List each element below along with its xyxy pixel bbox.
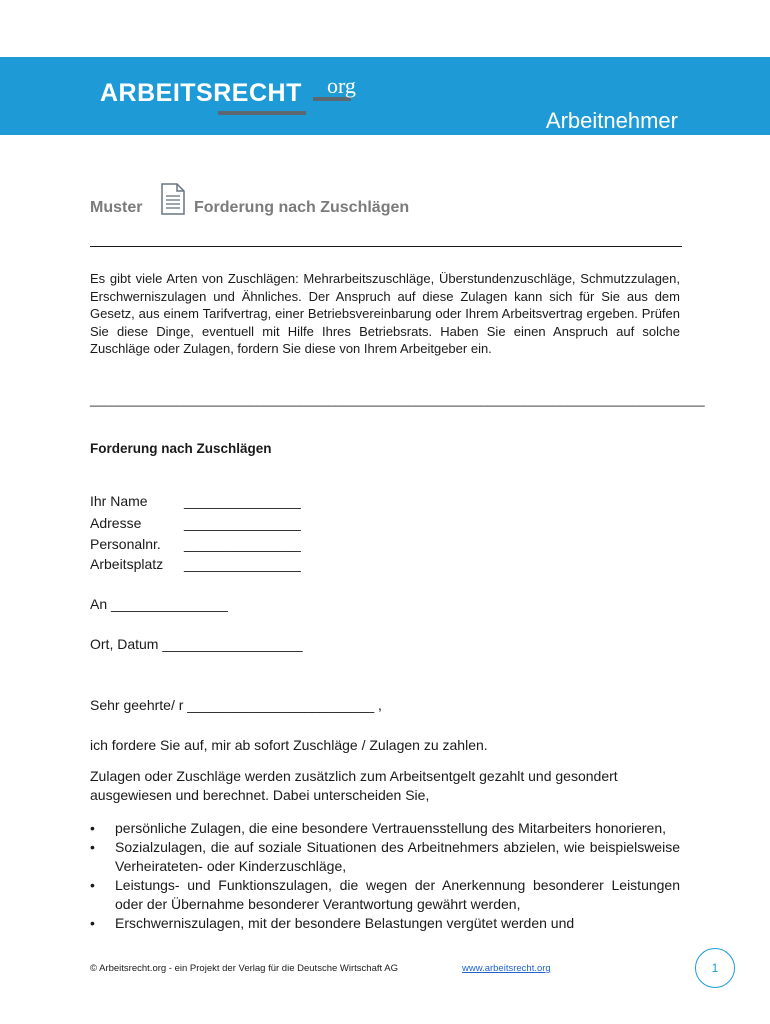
list-item-text: Sozialzulagen, die auf soziale Situationen des Arbeitnehmers abzielen, wie beispielsweise Verheirateten- oder Kinderzuschläge,	[115, 839, 680, 874]
bullet-icon: •	[90, 877, 95, 893]
field-workplace	[90, 556, 301, 572]
field-label: Ihr Name	[90, 493, 148, 509]
logo-suffix: org	[327, 73, 356, 98]
allowance-list	[90, 819, 680, 933]
list-item	[90, 876, 680, 914]
field-label: Arbeitsplatz	[90, 556, 164, 572]
document-icon	[160, 183, 186, 215]
field-blank: _______________	[184, 556, 301, 572]
audience-label: Arbeitnehmer	[545, 108, 678, 133]
section-heading: Forderung nach Zuschlägen	[90, 441, 272, 456]
bullet-icon: •	[90, 915, 95, 931]
title-divider	[90, 246, 682, 247]
demand-sentence: ich fordere Sie auf, mir ab sofort Zuschläge / Zulagen zu zahlen.	[90, 737, 488, 753]
field-name	[90, 493, 301, 509]
field-personnel-number	[90, 536, 301, 552]
list-item-text: persönliche Zulagen, die eine besondere Vertrauensstellung des Mitarbeiters honorieren,	[115, 820, 667, 836]
bullet-icon: •	[90, 820, 95, 836]
page-title: Forderung nach Zuschlägen	[194, 199, 410, 216]
field-blank: _______________	[184, 536, 301, 552]
list-item-text: Erschwerniszulagen, mit der besondere Belastungen vergütet werden und	[115, 915, 575, 931]
place-date-line: Ort, Datum __________________	[90, 636, 303, 652]
page-number: 1	[695, 948, 735, 988]
field-address	[90, 515, 301, 531]
recipient-line: An _______________	[90, 596, 228, 612]
field-blank: _______________	[184, 515, 301, 531]
list-item	[90, 838, 680, 876]
title-label: Muster	[90, 199, 143, 216]
intro-paragraph: Es gibt viele Arten von Zuschlägen: Mehrarbeitszuschläge, Überstundenzuschläge, Schmutzzulagen, Erschwerniszulagen und Ähnliches. Der Anspruch auf diese Zulagen kann sich für Sie aus dem Gesetz, aus einem Tarifvertrag, einer Betriebsvereinbarung oder Ihrem Arbeitsvertrag ergeben. Prüfen Sie diese Dinge, eventuell mit Hilfe Ihres Betriebsrats. Haben Sie einen Anspruch auf solche Zuschläge oder Zulagen, fordern Sie diese von Ihrem Arbeitgeber ein.	[90, 271, 680, 356]
list-item	[90, 914, 680, 933]
footer-copyright: © Arbeitsrecht.org - ein Projekt der Verlag für die Deutsche Wirtschaft AG	[90, 963, 398, 974]
list-item-text: Leistungs- und Funktionszulagen, die wegen der Anerkennung besonderer Leistungen oder der Übernahme besonderer Verantwortung gewährt werden,	[115, 877, 680, 912]
bullet-icon: •	[90, 839, 95, 855]
field-label: Personalnr.	[90, 536, 161, 552]
document-title-row	[90, 183, 690, 219]
salutation-line: Sehr geehrte/ r ________________________ ,	[90, 697, 382, 713]
field-blank: _______________	[184, 493, 301, 509]
header-banner	[0, 57, 770, 135]
explanation-paragraph: Zulagen oder Zuschläge werden zusätzlich zum Arbeitsentgelt gezahlt und gesondert ausgewiesen und berechnet. Dabei unterscheiden Sie,	[90, 768, 618, 803]
list-item	[90, 819, 680, 838]
footer-website-link[interactable]: www.arbeitsrecht.org	[462, 963, 551, 974]
logo-text: ARBEITSRECHT	[100, 79, 302, 107]
field-label: Adresse	[90, 515, 142, 531]
separator-line: _____________________________________________________________________________________	[90, 392, 705, 407]
logo-bar-long	[218, 111, 306, 115]
